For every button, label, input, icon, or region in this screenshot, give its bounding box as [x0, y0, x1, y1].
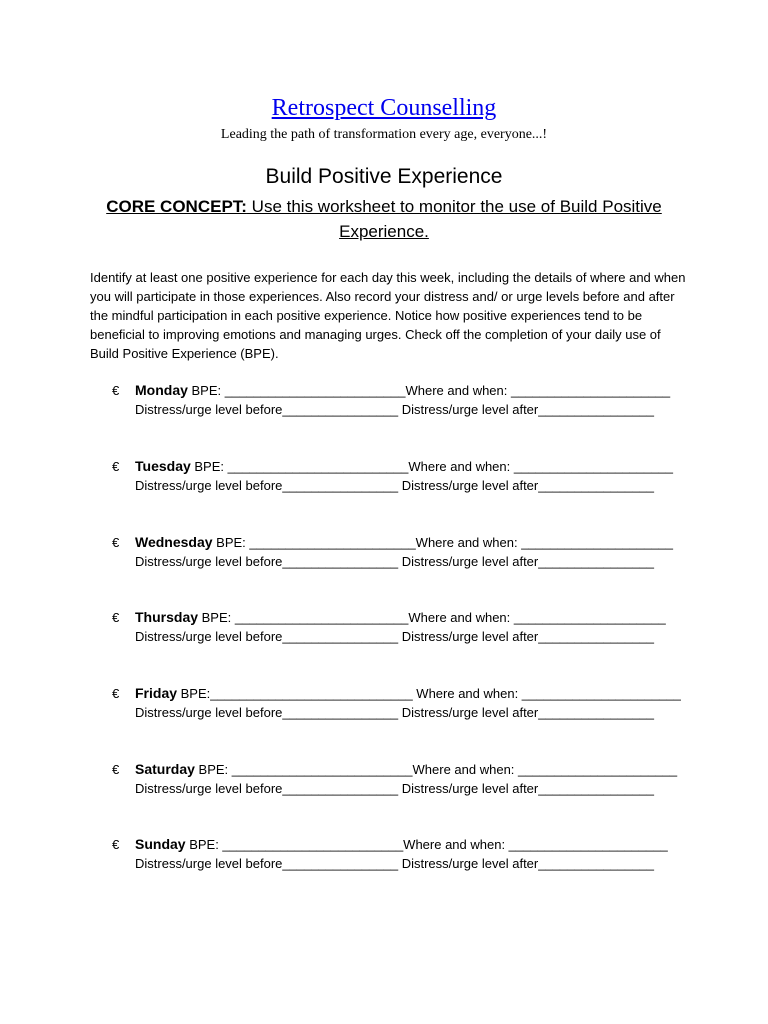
tagline: Leading the path of transformation every age, everyone...! [220, 127, 548, 142]
bpe-where-when-fields: BPE: ________________________Where and when: _____________________ [198, 610, 666, 625]
bpe-where-when-fields: BPE: _______________________Where and when: _____________________ [212, 535, 674, 550]
day-name: Monday [135, 382, 188, 398]
day-entry-sunday [112, 835, 712, 873]
checkbox-bullet-icon[interactable]: € [112, 610, 120, 625]
bpe-line [135, 381, 735, 400]
distress-line: Distress/urge level before________________ Distress/urge level after________________ [135, 705, 654, 720]
checkbox-bullet-icon[interactable]: € [112, 762, 120, 777]
core-concept-label: CORE CONCEPT: [106, 197, 247, 216]
day-name: Thursday [135, 609, 199, 625]
distress-line: Distress/urge level before________________ Distress/urge level after________________ [135, 478, 654, 493]
checkbox-bullet-icon[interactable]: € [112, 686, 120, 701]
day-entry-saturday [112, 760, 712, 798]
day-name: Wednesday [135, 534, 213, 550]
page-title: Build Positive Experience [265, 165, 503, 188]
checkbox-bullet-icon[interactable]: € [112, 535, 120, 550]
day-name: Tuesday [135, 458, 191, 474]
distress-line: Distress/urge level before________________ Distress/urge level after________________ [135, 402, 654, 417]
day-name: Saturday [135, 761, 195, 777]
checkbox-bullet-icon[interactable]: € [112, 837, 120, 852]
day-entry-wednesday [112, 533, 712, 571]
bpe-where-when-fields: BPE: _________________________Where and when: ______________________ [194, 762, 678, 777]
bpe-line [135, 457, 735, 476]
bpe-where-when-fields: BPE: _________________________Where and when: ______________________ [187, 383, 671, 398]
bpe-line [135, 760, 735, 779]
day-name: Sunday [135, 836, 186, 852]
core-concept [82, 194, 686, 244]
day-name: Friday [135, 685, 178, 701]
distress-line: Distress/urge level before________________ Distress/urge level after________________ [135, 781, 654, 796]
day-entry-friday [112, 684, 712, 722]
checkbox-bullet-icon[interactable]: € [112, 383, 120, 398]
bpe-line [135, 684, 735, 703]
day-entry-tuesday [112, 457, 712, 495]
bpe-line [135, 533, 735, 552]
distress-line: Distress/urge level before________________ Distress/urge level after________________ [135, 629, 654, 644]
org-name-link[interactable]: Retrospect Counselling [271, 95, 497, 121]
bpe-where-when-fields: BPE: _________________________Where and when: ______________________ [185, 837, 668, 852]
bpe-where-when-fields: BPE: _________________________Where and when: ______________________ [190, 459, 673, 474]
checkbox-bullet-icon[interactable]: € [112, 459, 120, 474]
bpe-line [135, 835, 735, 854]
day-entry-monday [112, 381, 712, 419]
core-concept-text: Use this worksheet to monitor the use of Build Positive Experience. [246, 197, 662, 241]
bpe-where-when-fields: BPE:____________________________ Where and when: ______________________ [177, 686, 681, 701]
instructions-paragraph: Identify at least one positive experience for each day this week, including the details of where and when you will participate in those experiences. Also record your distress and/ or urge levels before and after the mindful participation in each positive experience. Notice how positive experiences tend to be beneficial to improving emotions and managing urges. Check off the completion of your daily use of Build Positive Experience (BPE). [90, 270, 686, 361]
distress-line: Distress/urge level before________________ Distress/urge level after________________ [135, 554, 654, 569]
bpe-line [135, 608, 735, 627]
distress-line: Distress/urge level before________________ Distress/urge level after________________ [135, 856, 654, 871]
day-entry-thursday [112, 608, 712, 646]
